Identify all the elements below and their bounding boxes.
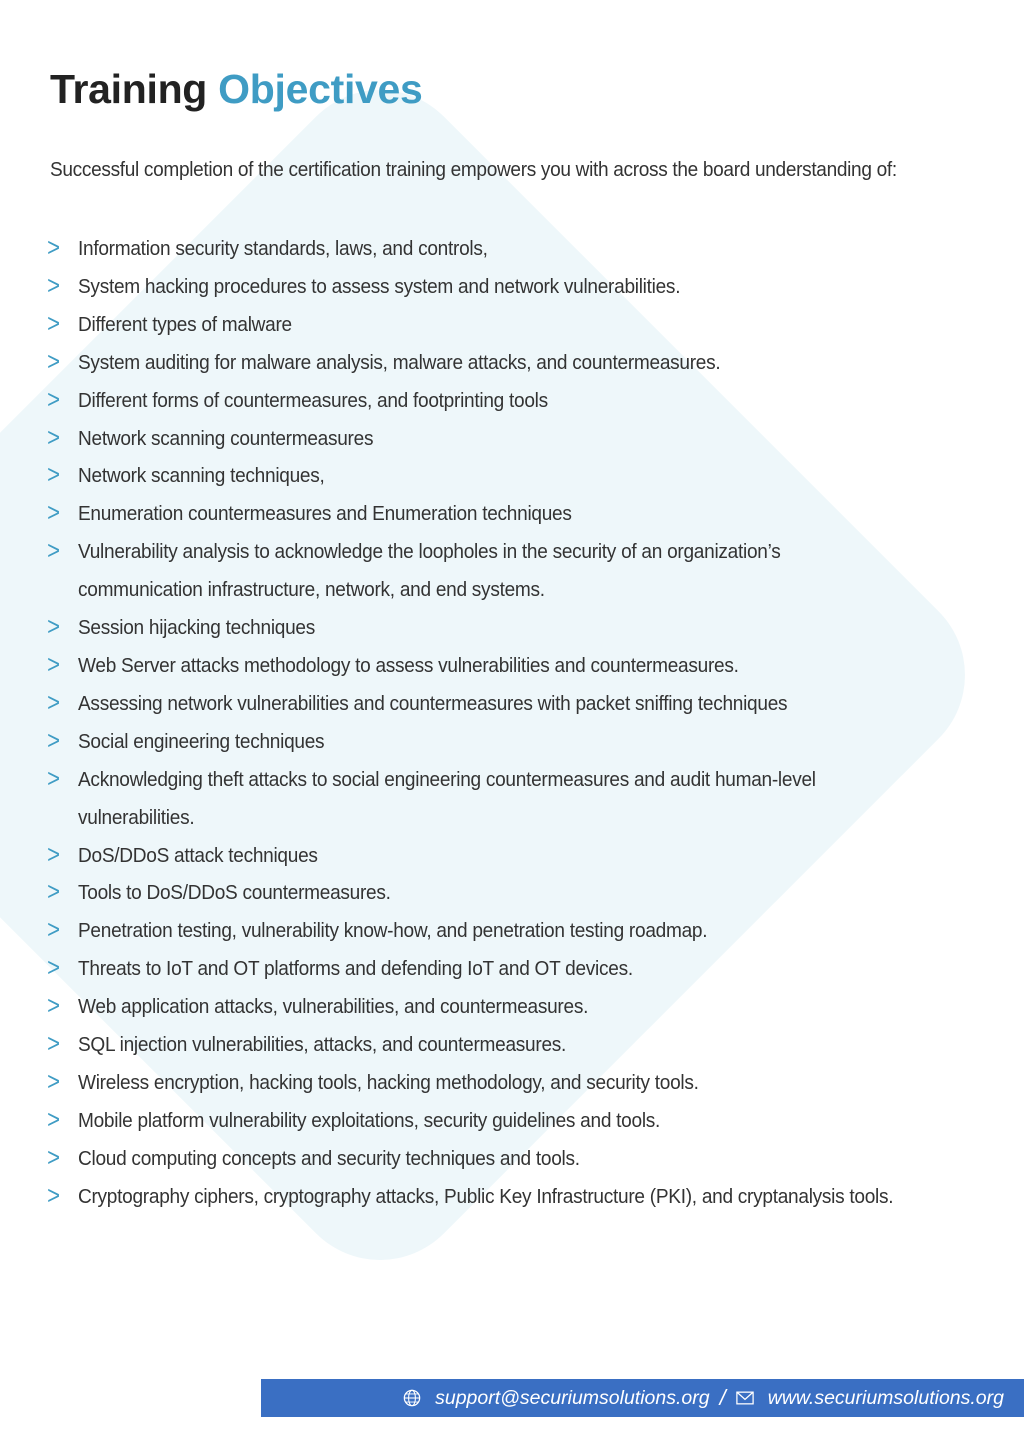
list-item <box>0 685 1024 723</box>
chevron-right-icon: > <box>47 876 61 907</box>
title-part-objectives: Objectives <box>218 66 423 112</box>
list-item <box>0 609 1024 647</box>
list-item <box>0 761 1024 799</box>
list-item-text: Web application attacks, vulnerabilities, and countermeasures. <box>78 995 589 1019</box>
list-item <box>0 420 1024 458</box>
list-item <box>0 647 1024 685</box>
footer-contact-bar <box>261 1379 1024 1417</box>
list-item-text: Network scanning countermeasures <box>78 426 374 450</box>
list-item-text: Mobile platform vulnerability exploitations, security guidelines and tools. <box>78 1108 661 1132</box>
list-item <box>0 1102 1024 1140</box>
list-item <box>0 950 1024 988</box>
intro-text: Successful completion of the certification training empowers you with across the board understanding of: <box>50 158 897 181</box>
list-item <box>0 533 1024 571</box>
list-item <box>0 495 1024 533</box>
list-item <box>0 988 1024 1026</box>
list-item-text: System hacking procedures to assess system and network vulnerabilities. <box>78 274 681 298</box>
list-item-text: Web Server attacks methodology to assess vulnerabilities and countermeasures. <box>78 653 739 677</box>
list-item-text: Cryptography ciphers, cryptography attacks, Public Key Infrastructure (PKI), and cryptanalysis tools. <box>78 1184 894 1208</box>
list-item-text: Different forms of countermeasures, and footprinting tools <box>78 388 548 412</box>
list-item-text: Information security standards, laws, and controls, <box>78 237 488 260</box>
list-item-text: Tools to DoS/DDoS countermeasures. <box>78 881 391 905</box>
list-item <box>0 1140 1024 1178</box>
list-item-text: DoS/DDoS attack techniques <box>78 843 318 867</box>
list-item-continuation <box>0 799 1024 837</box>
chevron-right-icon: > <box>47 497 61 528</box>
list-item-text: communication infrastructure, network, and end systems. <box>78 578 545 602</box>
chevron-right-icon: > <box>47 611 61 642</box>
list-item-text: Network scanning techniques, <box>78 464 325 488</box>
list-item-text: Penetration testing, vulnerability know-how, and penetration testing roadmap. <box>78 919 708 943</box>
list-item-text: Wireless encryption, hacking tools, hacking methodology, and security tools. <box>78 1070 699 1094</box>
list-item <box>0 837 1024 875</box>
chevron-right-icon: > <box>47 838 61 869</box>
list-item-text: Different types of malware <box>78 312 292 336</box>
list-item <box>0 382 1024 420</box>
list-item <box>0 268 1024 306</box>
chevron-right-icon: > <box>47 1179 61 1210</box>
list-item <box>0 1064 1024 1102</box>
chevron-right-icon: > <box>47 648 61 679</box>
list-item-text: Enumeration countermeasures and Enumeration techniques <box>78 502 572 526</box>
list-item-text: Session hijacking techniques <box>78 616 316 640</box>
chevron-right-icon: > <box>47 686 61 717</box>
chevron-right-icon: > <box>47 724 61 755</box>
chevron-right-icon: > <box>47 535 61 566</box>
chevron-right-icon: > <box>47 232 61 262</box>
chevron-right-icon: > <box>47 1141 61 1172</box>
chevron-right-icon: > <box>47 307 61 338</box>
page-title <box>50 66 423 113</box>
title-part-training: Training <box>50 66 208 112</box>
globe-icon <box>403 1389 421 1407</box>
footer-separator: / <box>719 1385 726 1410</box>
chevron-right-icon: > <box>47 914 61 945</box>
list-item <box>0 1026 1024 1064</box>
list-item <box>0 306 1024 344</box>
list-item <box>0 723 1024 761</box>
footer-contact-row <box>403 1379 1004 1417</box>
list-item-text: Assessing network vulnerabilities and countermeasures with packet sniffing techniques <box>78 691 788 715</box>
website-link[interactable]: www.securiumsolutions.org <box>767 1386 1004 1409</box>
chevron-right-icon: > <box>47 345 61 376</box>
list-item <box>0 457 1024 495</box>
chevron-right-icon: > <box>47 421 61 452</box>
list-item-text: Acknowledging theft attacks to social engineering countermeasures and audit human-level <box>78 767 816 791</box>
chevron-right-icon: > <box>47 762 61 793</box>
list-item <box>0 1178 1024 1216</box>
list-item-text: Threats to IoT and OT platforms and defending IoT and OT devices. <box>78 957 633 981</box>
chevron-right-icon: > <box>47 269 61 300</box>
list-item <box>0 912 1024 950</box>
list-item <box>0 874 1024 912</box>
list-item-text: Social engineering techniques <box>78 729 325 753</box>
chevron-right-icon: > <box>47 990 61 1021</box>
list-item-text: vulnerabilities. <box>78 805 195 829</box>
list-item <box>0 230 1024 268</box>
chevron-right-icon: > <box>47 459 61 490</box>
chevron-right-icon: > <box>47 383 61 414</box>
list-item-text: Vulnerability analysis to acknowledge the loopholes in the security of an organization’s <box>78 540 781 564</box>
list-item-text: Cloud computing concepts and security techniques and tools. <box>78 1146 580 1170</box>
list-item-text: SQL injection vulnerabilities, attacks, and countermeasures. <box>78 1033 567 1057</box>
list-item <box>0 344 1024 382</box>
chevron-right-icon: > <box>47 1028 61 1059</box>
chevron-right-icon: > <box>47 1065 61 1096</box>
list-item-text: System auditing for malware analysis, malware attacks, and countermeasures. <box>78 350 721 374</box>
support-email-link[interactable]: support@securiumsolutions.org <box>435 1386 710 1409</box>
chevron-right-icon: > <box>47 1103 61 1134</box>
chevron-right-icon: > <box>47 952 61 983</box>
objectives-list <box>0 230 1024 1216</box>
mail-icon <box>736 1391 754 1405</box>
list-item-continuation <box>0 571 1024 609</box>
